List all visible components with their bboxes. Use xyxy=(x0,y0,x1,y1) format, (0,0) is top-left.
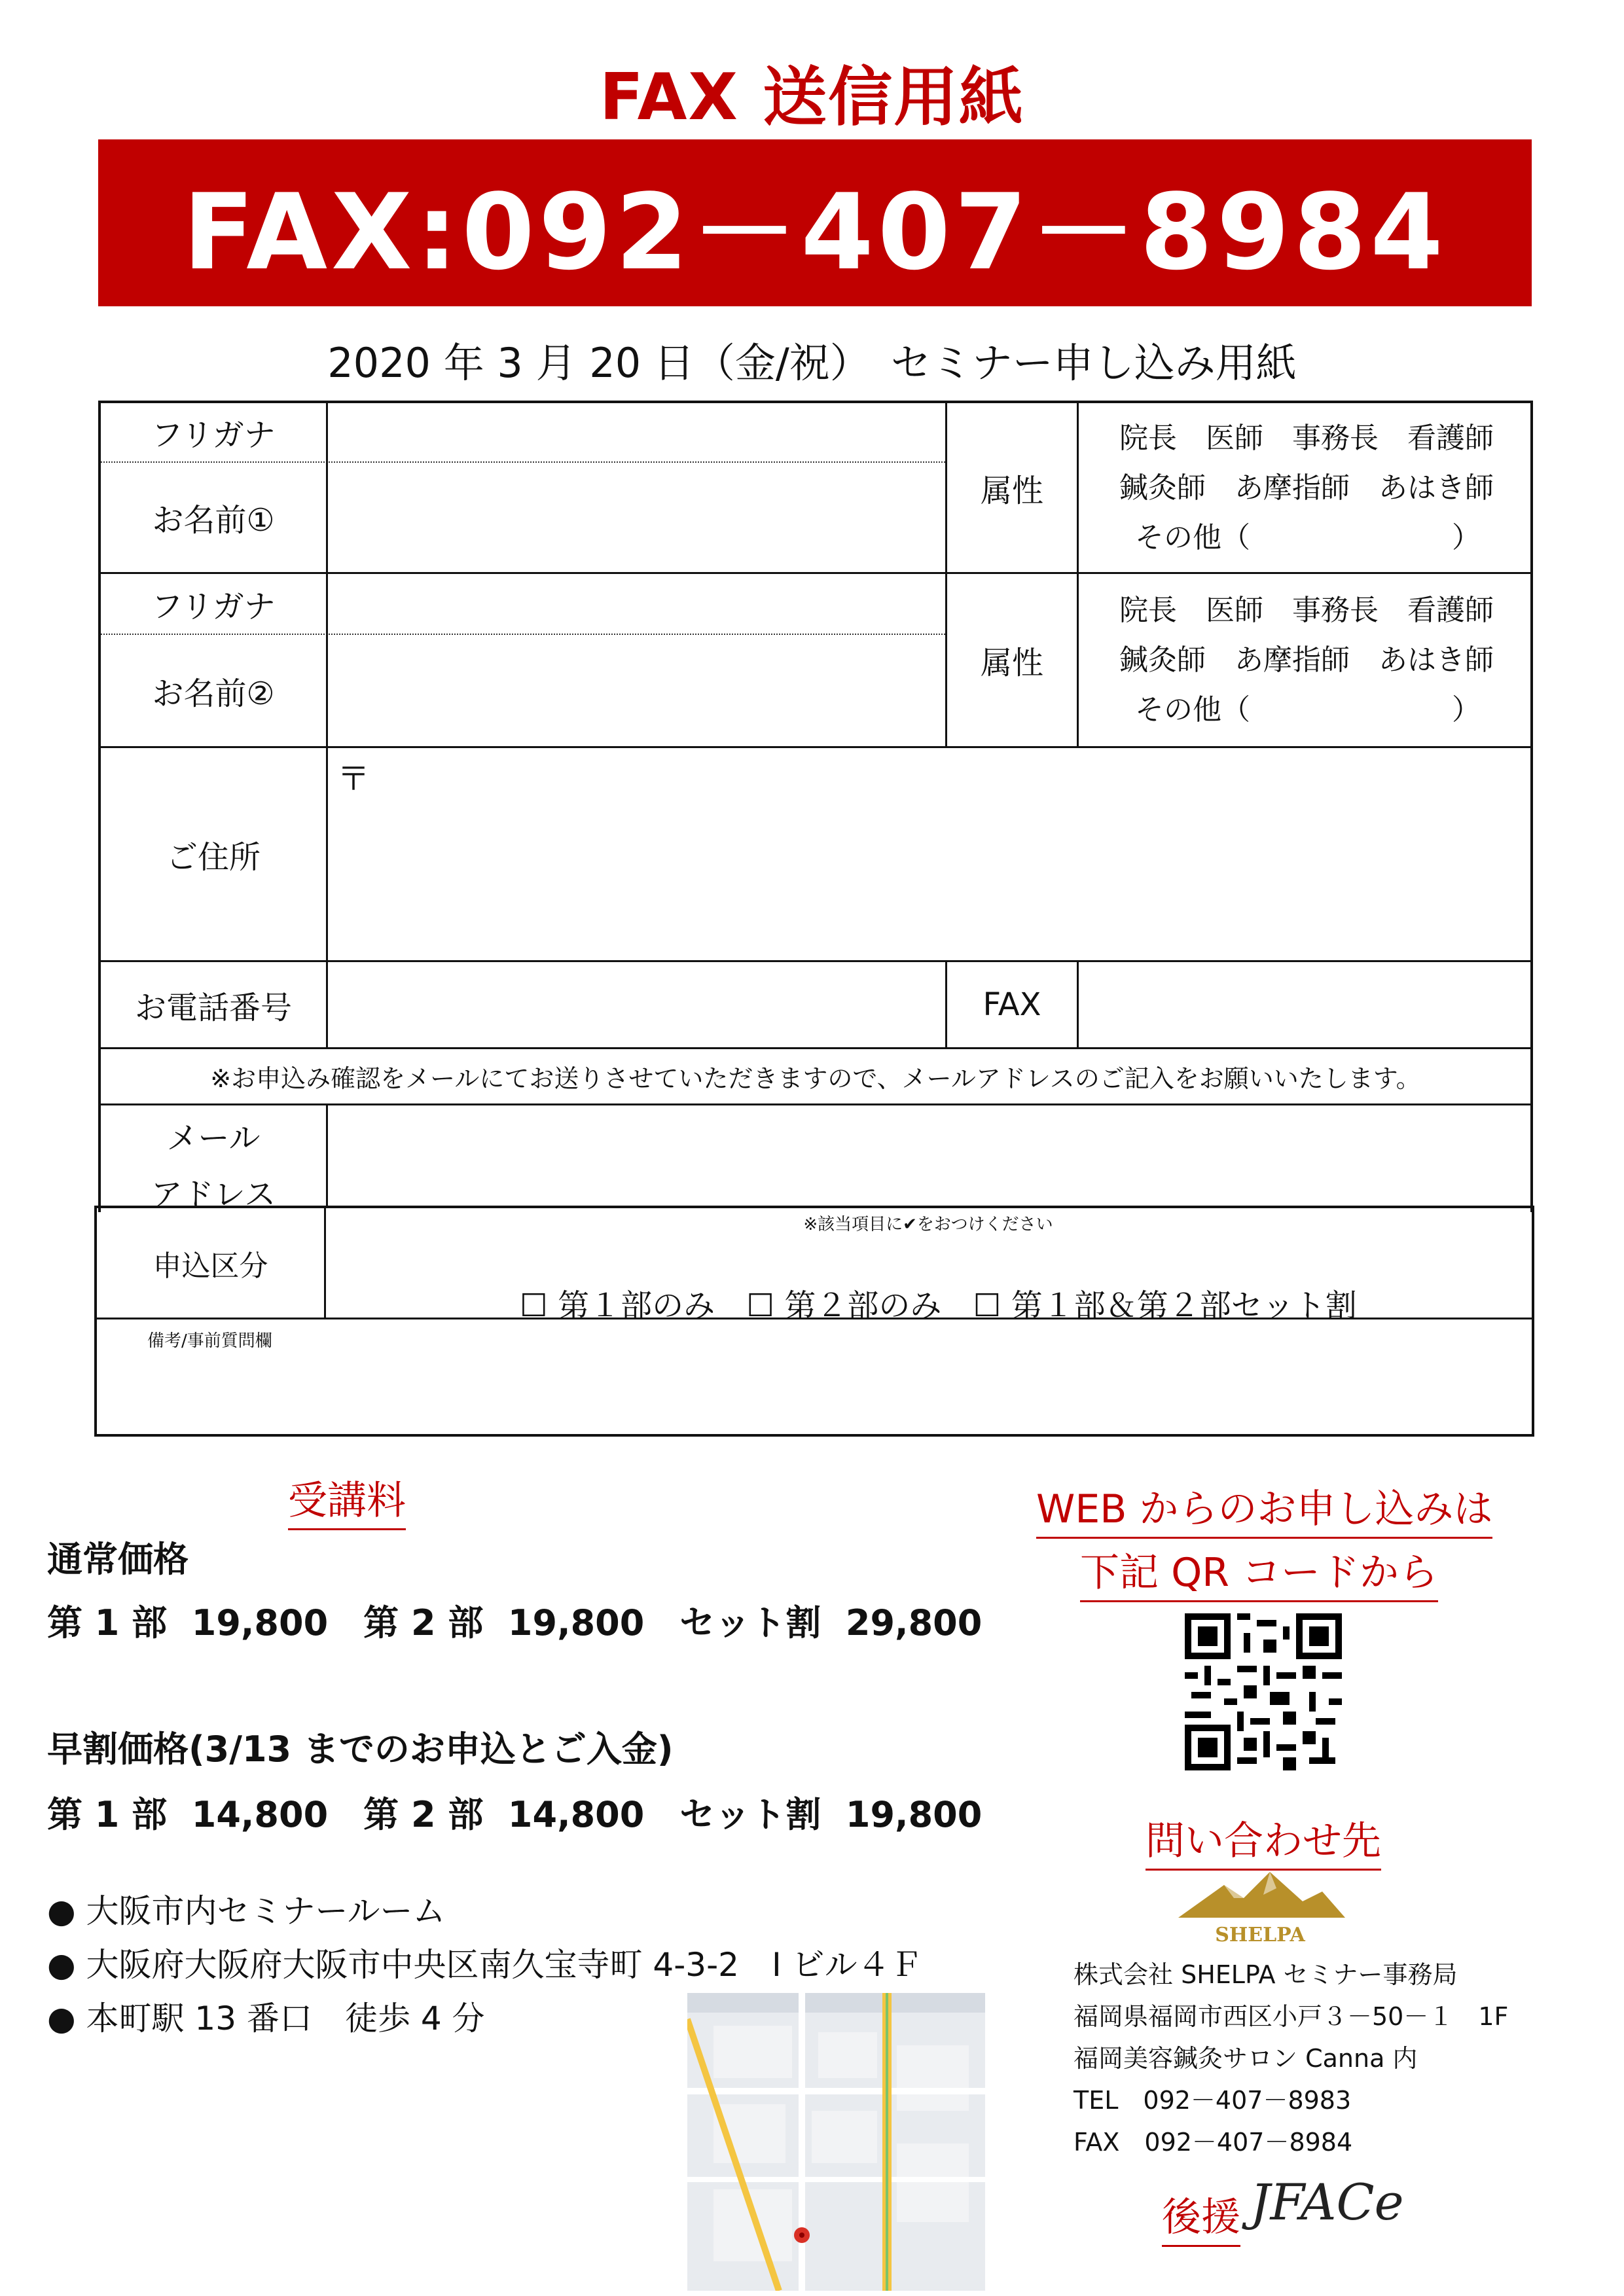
contact-salon: 福岡美容鍼灸サロン Canna 内 xyxy=(1074,2044,1418,2073)
contact-company: 株式会社 SHELPA セミナー事務局 xyxy=(1074,1960,1458,1989)
attribute-options-line3: その他（ ） xyxy=(1135,521,1481,554)
venue-item-1-text: 大阪市内セミナールーム xyxy=(86,1892,446,1930)
venue-map-image xyxy=(687,1993,985,2291)
shelpa-logo-text: SHELPA xyxy=(1215,1924,1305,1946)
email-label-line1: メール xyxy=(166,1120,261,1157)
venue-item-1: ● 大阪市内セミナールーム xyxy=(47,1892,446,1930)
email-note: ※お申込み確認をメールにてお送りさせていただきますので、メールアドレスのご記入をお願いいたします。 xyxy=(210,1064,1421,1093)
remarks-label: 備考/事前質問欄 xyxy=(147,1331,272,1351)
contact-tel: TEL 092－407－8983 xyxy=(1074,2086,1352,2115)
contact-fax: FAX 092－407－8984 xyxy=(1074,2128,1353,2157)
name2-label: お名前② xyxy=(152,675,275,712)
phone-field[interactable] xyxy=(328,962,945,1047)
contact-address: 福岡県福岡市西区小戸３－50－１ 1F xyxy=(1074,2002,1509,2031)
venue-item-3-text: 本町駅 13 番口 徒歩 4 分 xyxy=(86,2000,485,2037)
category-option-set[interactable]: ☐ 第１部＆第２部セット割 xyxy=(973,1287,1357,1324)
attribute-label-1: 属性 xyxy=(980,472,1043,509)
web-apply-line1: WEB からのお申し込みは xyxy=(1036,1478,1492,1539)
attribute-options-line1: 院長 医師 事務長 看護師 xyxy=(1119,594,1494,627)
attribute-options-line1: 院長 医師 事務長 看護師 xyxy=(1119,422,1494,455)
category-label: 申込区分 xyxy=(153,1249,268,1283)
furigana-label-2: フリガナ xyxy=(151,588,276,625)
form-subtitle: 2020 年 3 月 20 日（金/祝） セミナー申し込み用紙 xyxy=(327,339,1297,387)
regular-price-heading: 通常価格 xyxy=(47,1539,189,1580)
fees-heading: 受講料 xyxy=(288,1469,406,1530)
furigana-field-1[interactable] xyxy=(328,403,945,461)
name2-field[interactable] xyxy=(328,635,945,746)
early-price-heading: 早割価格(3/13 までのお申込とご入金) xyxy=(47,1729,674,1770)
remarks-field[interactable] xyxy=(97,1319,1532,1434)
attribute-options-line3: その他（ ） xyxy=(1135,693,1481,726)
venue-item-3: ● 本町駅 13 番口 徒歩 4 分 xyxy=(47,2000,485,2037)
attribute-options-line2: 鍼灸師 あ摩指師 あはき師 xyxy=(1119,643,1494,677)
attribute-options-1[interactable] xyxy=(1119,414,1494,563)
category-note: ※該当項目に✔をおつけください xyxy=(803,1215,1053,1234)
attribute-options-line2: 鍼灸師 あ摩指師 あはき師 xyxy=(1119,471,1494,505)
qr-code-icon[interactable] xyxy=(1185,1613,1342,1770)
category-option-part2[interactable]: ☐ 第２部のみ xyxy=(746,1287,942,1324)
name1-label: お名前① xyxy=(152,502,275,539)
furigana-label-1: フリガナ xyxy=(151,417,276,454)
fax-number-banner: FAX:092－407－8984 xyxy=(98,139,1532,306)
contact-heading: 問い合わせ先 xyxy=(1146,1810,1381,1871)
page-title: FAX 送信用紙 xyxy=(599,60,1025,135)
phone-label: お電話番号 xyxy=(134,989,292,1026)
email-field[interactable] xyxy=(328,1105,1530,1206)
email-label-line2: アドレス xyxy=(151,1176,276,1213)
postal-mark: 〒 xyxy=(337,760,370,798)
address-field[interactable] xyxy=(328,748,1530,960)
venue-item-2-text: 大阪府大阪府大阪市中央区南久宝寺町 4-3-2 I ビル４Ｆ xyxy=(86,1946,923,1984)
address-label: ご住所 xyxy=(166,838,261,876)
venue-item-2: ● 大阪府大阪府大阪市中央区南久宝寺町 4-3-2 I ビル４Ｆ xyxy=(47,1946,923,1984)
early-prices: 第 1 部 14,800 第 2 部 14,800 セット割 19,800 xyxy=(47,1794,983,1835)
fax-label: FAX xyxy=(983,986,1041,1023)
contact-block xyxy=(1074,1954,1508,2163)
attribute-options-2[interactable] xyxy=(1119,586,1494,735)
regular-prices: 第 1 部 19,800 第 2 部 19,800 セット割 29,800 xyxy=(47,1602,983,1643)
name1-field[interactable] xyxy=(328,463,945,572)
support-label: 後援 xyxy=(1162,2186,1240,2247)
fax-field[interactable] xyxy=(1079,962,1530,1047)
shelpa-logo xyxy=(1172,1869,1348,1946)
category-options xyxy=(326,1244,1530,1325)
furigana-field-2[interactable] xyxy=(328,574,945,634)
email-label xyxy=(101,1110,326,1223)
category-option-part1[interactable]: ☐ 第１部のみ xyxy=(519,1287,715,1324)
attribute-label-2: 属性 xyxy=(980,645,1043,681)
jface-logo: JFACe xyxy=(1250,2173,1404,2231)
web-apply-line2: 下記 QR コードから xyxy=(1080,1541,1438,1602)
